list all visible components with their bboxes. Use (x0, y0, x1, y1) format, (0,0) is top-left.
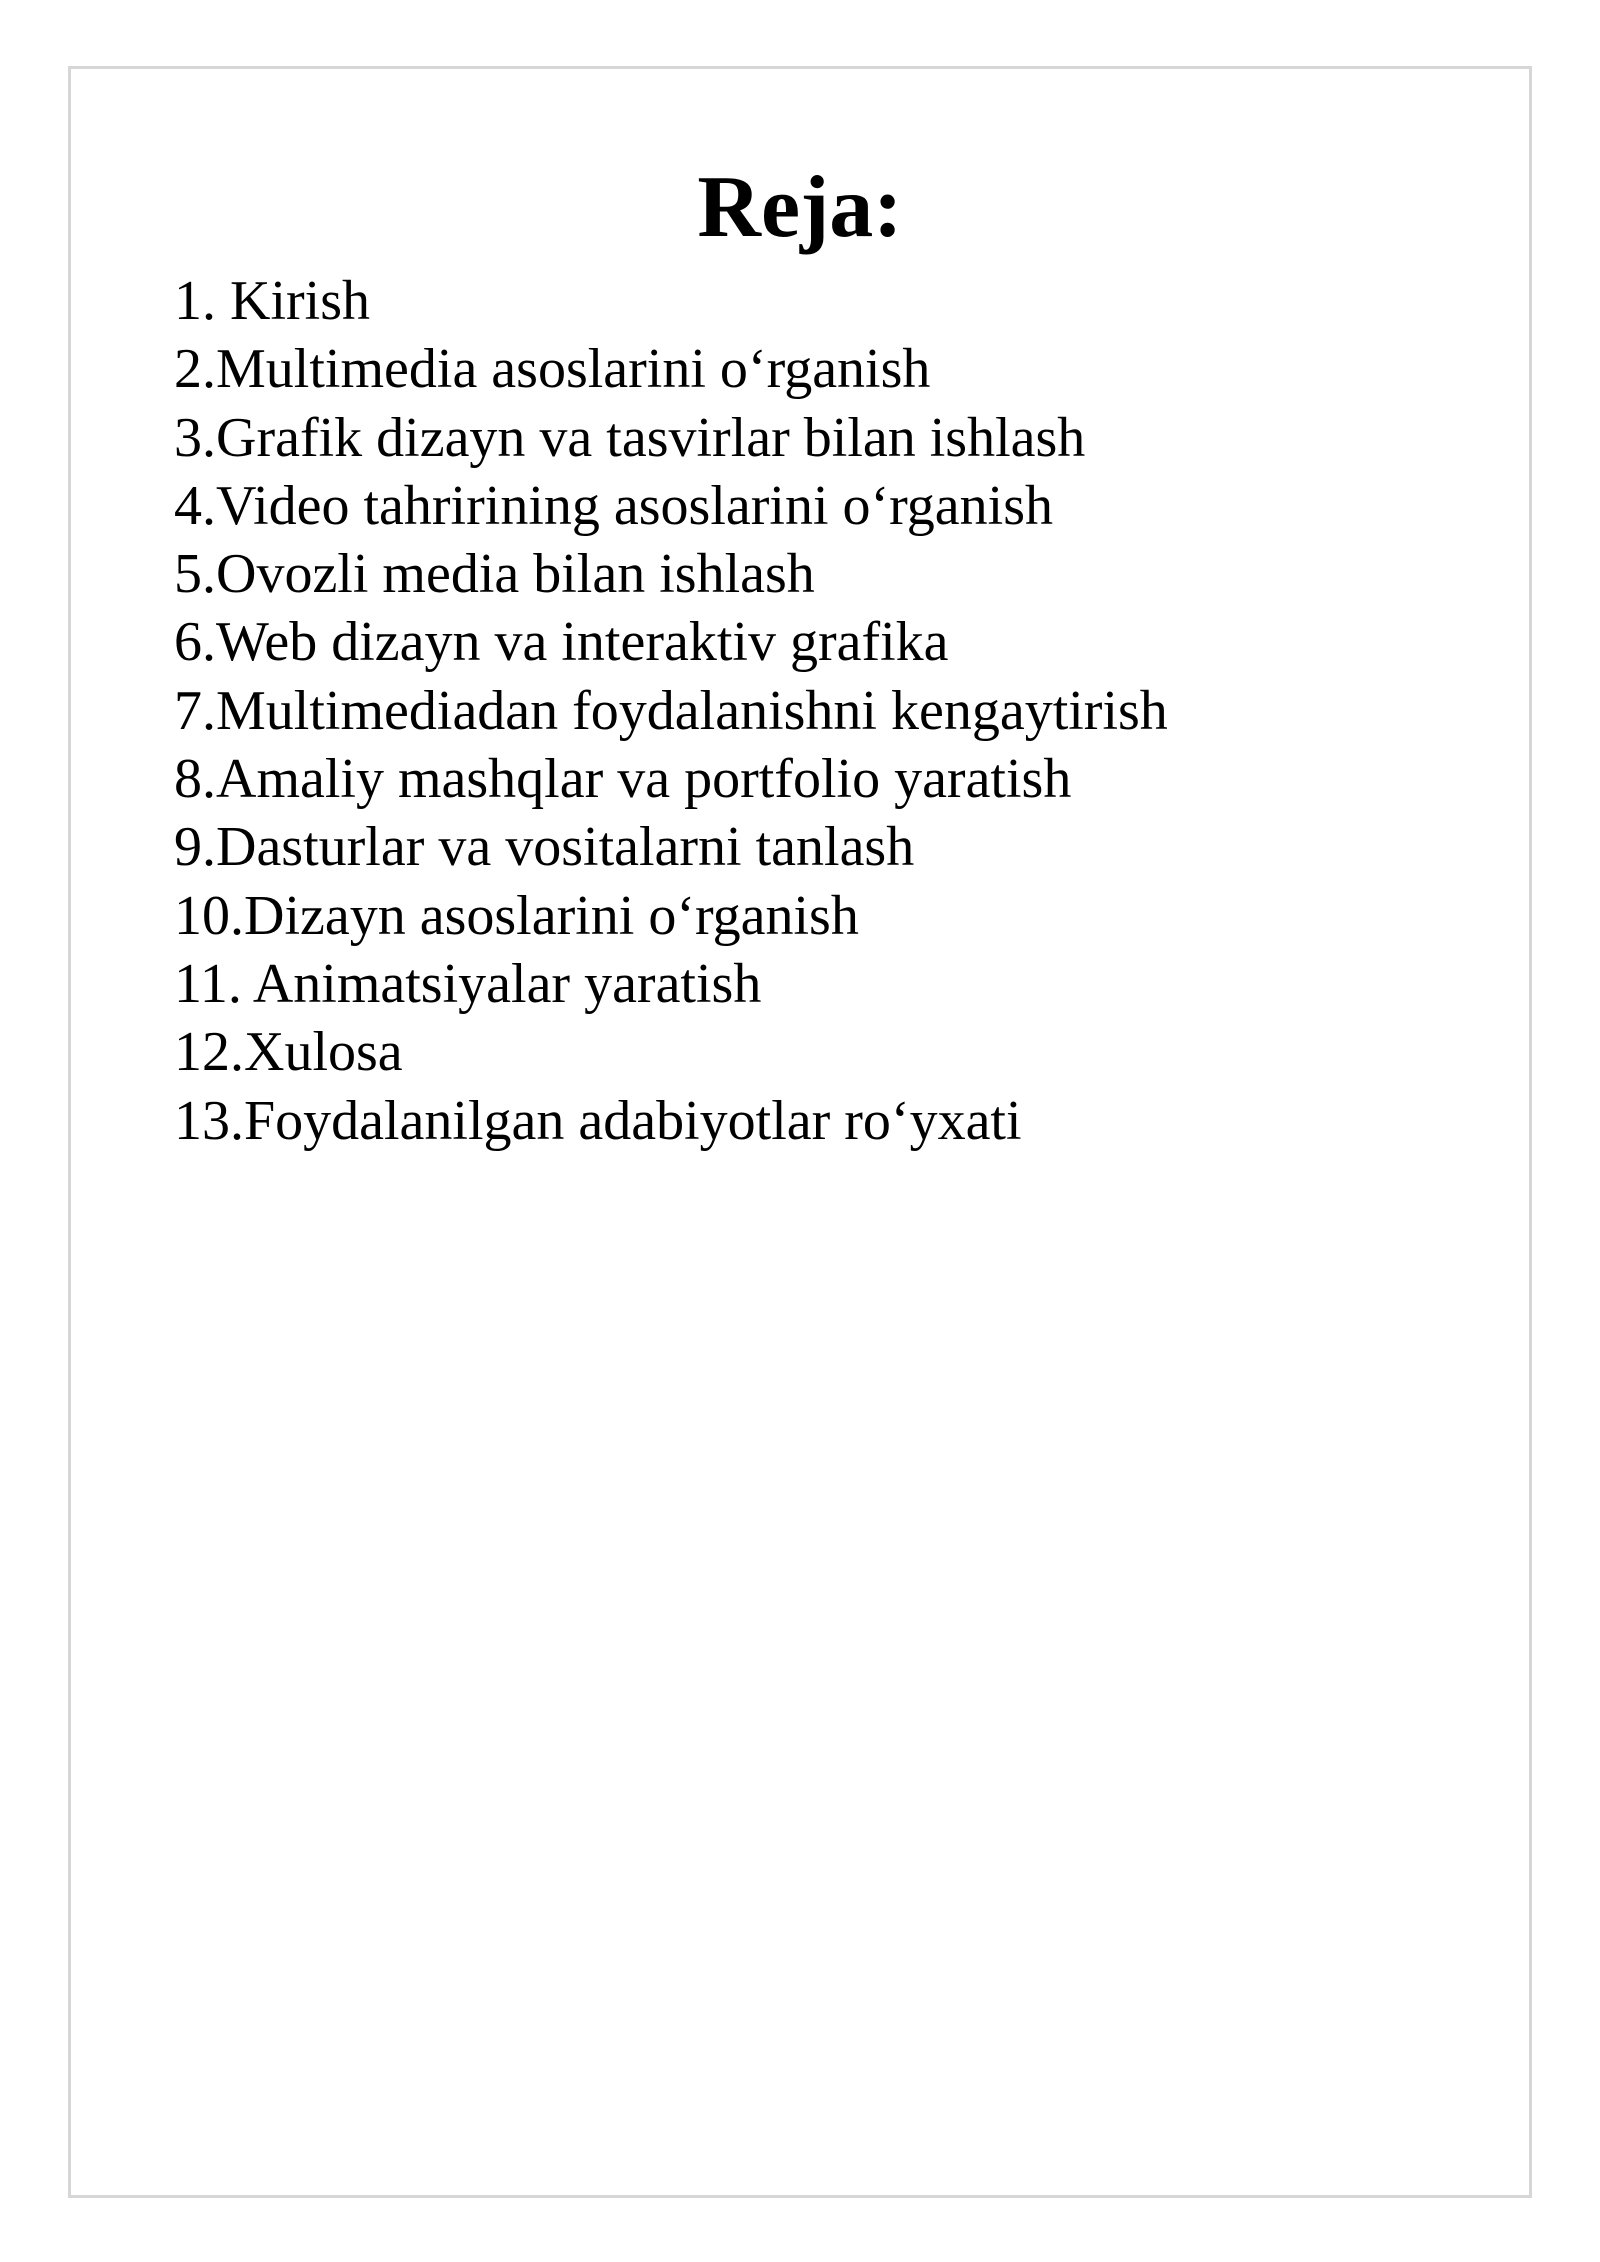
plan-list (174, 267, 1168, 1155)
plan-item: 2.Multimedia asoslarini o‘rganish (174, 338, 931, 401)
plan-item: 8.Amaliy mashqlar va portfolio yaratish (174, 748, 1072, 811)
plan-item: 1. Kirish (174, 270, 370, 332)
plan-item: 4.Video tahririning asoslarini o‘rganish (174, 474, 1053, 537)
plan-item: 10.Dizayn asoslarini o‘rganish (174, 884, 859, 947)
plan-item: 12.Xulosa (174, 1021, 403, 1084)
plan-item: 5.Ovozli media bilan ishlash (174, 543, 815, 606)
plan-item: 13.Foydalanilgan adabiyotlar ro‘yxati (174, 1089, 1022, 1152)
plan-item: 9.Dasturlar va vositalarni tanlash (174, 816, 915, 879)
document-page (68, 66, 1532, 2198)
page-title: Reja: (697, 159, 903, 256)
plan-item: 7.Multimediadan foydalanishni kengaytirish (174, 679, 1168, 742)
plan-item: 11. Animatsiyalar yaratish (174, 952, 762, 1015)
plan-item: 6.Web dizayn va interaktiv grafika (174, 611, 949, 674)
plan-item: 3.Grafik dizayn va tasvirlar bilan ishlash (174, 406, 1086, 469)
